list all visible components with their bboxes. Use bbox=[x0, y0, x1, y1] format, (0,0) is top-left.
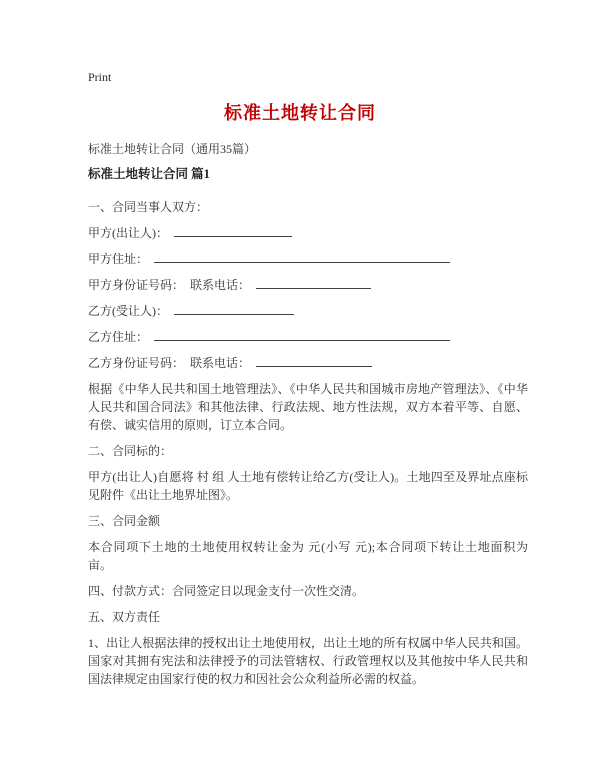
form-line-label: 乙方身份证号码： 联系电话： bbox=[88, 356, 251, 370]
section-heading-part1: 标准土地转让合同 篇1 bbox=[88, 167, 210, 181]
paragraph: 1、出让人根据法律的授权出让土地使用权，出让土地的所有权属中华人民共和国。国家对其拥有宪法和法律授予的司法管辖权、行政管理权以及其他按中华人民共和国法律规定由国家行使的权力和因社会公众利益所必需的权益。 bbox=[88, 636, 528, 686]
blank-underline bbox=[256, 277, 371, 289]
blank-underline bbox=[154, 251, 450, 263]
paragraph: 五、双方责任 bbox=[88, 610, 161, 624]
blank-underline bbox=[154, 329, 450, 341]
form-line bbox=[88, 302, 528, 320]
subtitle: 标准土地转让合同（通用35篇） bbox=[88, 142, 257, 156]
page-title: 标准土地转让合同 bbox=[224, 103, 376, 123]
form-line-label: 甲方(出让人)： bbox=[88, 226, 168, 240]
blank-underline bbox=[174, 225, 292, 237]
blank-underline bbox=[174, 303, 294, 315]
paragraph: 一、合同当事人双方： bbox=[88, 200, 209, 214]
contract-body bbox=[88, 198, 528, 688]
paragraph: 四、付款方式：合同签定日以现金支付一次性交清。 bbox=[88, 584, 365, 598]
blank-underline bbox=[256, 355, 372, 367]
form-line-label: 乙方住址： bbox=[88, 330, 149, 344]
form-line-label: 甲方身份证号码： 联系电话： bbox=[88, 278, 251, 292]
paragraph: 根据《中华人民共和国土地管理法》、《中华人民共和国城市房地产管理法》、《中华人民共和国合同法》和其他法律、行政法规、地方性法规，双方本着平等、自愿、有偿、诚实信用的原则，订立本合同。 bbox=[88, 382, 528, 432]
form-line bbox=[88, 224, 528, 242]
form-line bbox=[88, 276, 528, 294]
form-line-label: 甲方住址： bbox=[88, 252, 149, 266]
form-line bbox=[88, 250, 528, 268]
paragraph: 三、合同金额 bbox=[88, 514, 161, 528]
print-link[interactable]: Print bbox=[88, 70, 112, 84]
form-line bbox=[88, 328, 528, 346]
paragraph: 本合同项下土地的土地使用权转让金为 元(小写 元);本合同项下转让土地面积为 亩。 bbox=[88, 540, 528, 572]
form-line-label: 乙方(受让人)： bbox=[88, 304, 168, 318]
form-line bbox=[88, 354, 528, 372]
paragraph: 二、合同标的： bbox=[88, 444, 173, 458]
paragraph: 甲方(出让人)自愿将 村 组 人土地有偿转让给乙方(受让人)。土地四至及界址点座标见附件《出让土地界址图》。 bbox=[88, 470, 528, 502]
